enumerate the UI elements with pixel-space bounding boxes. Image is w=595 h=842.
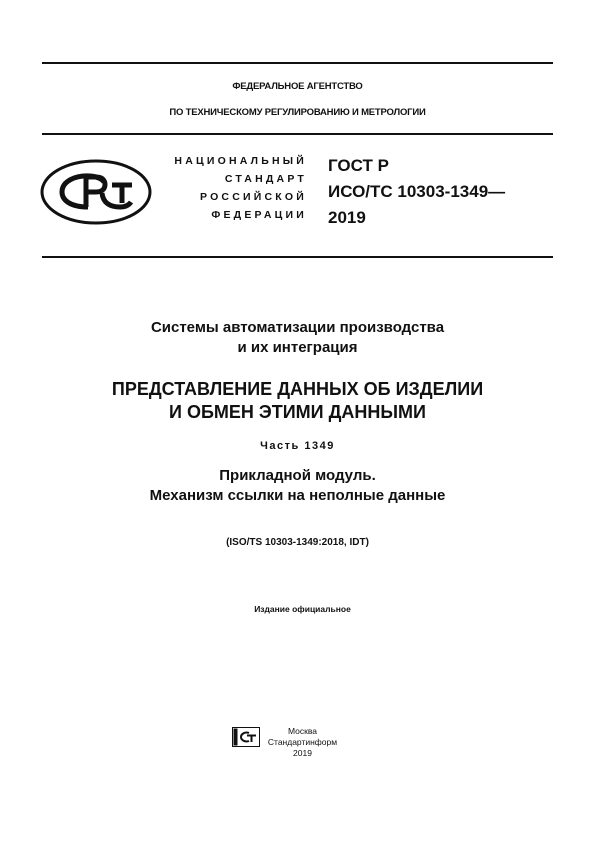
agency-line-1: ФЕДЕРАЛЬНОЕ АГЕНТСТВО xyxy=(232,81,363,92)
publisher-name: Стандартинформ xyxy=(267,737,338,747)
designation-line-3: 2019 xyxy=(328,208,366,227)
main-title-line-1: ПРЕДСТАВЛЕНИЕ ДАННЫХ ОБ ИЗДЕЛИИ xyxy=(111,379,484,399)
top-rule xyxy=(42,62,553,64)
standard-designation xyxy=(328,153,505,231)
publisher-year: 2019 xyxy=(293,748,312,758)
agency-line-2: ПО ТЕХНИЧЕСКОМУ РЕГУЛИРОВАНИЮ И МЕТРОЛОГИИ xyxy=(169,107,426,118)
series-title-line-1: Системы автоматизации производства xyxy=(150,319,445,336)
subtitle-line-1: Прикладной модуль. xyxy=(219,467,376,484)
header-rule xyxy=(42,133,553,135)
national-line-1: НАЦИОНАЛЬНЫЙ xyxy=(174,155,307,167)
publisher-city: Москва xyxy=(287,726,318,736)
designation-line-2: ИСО/ТС 10303-1349— xyxy=(328,182,506,201)
designation-line-1: ГОСТ Р xyxy=(328,156,389,175)
part-label: Часть 1349 xyxy=(260,440,335,452)
main-title-line-2: И ОБМЕН ЭТИМИ ДАННЫМИ xyxy=(169,402,426,422)
series-title-line-2: и их интеграция xyxy=(237,339,358,356)
iso-reference: (ISO/TS 10303-1349:2018, IDT) xyxy=(226,537,369,548)
national-line-2: СТАНДАРТ xyxy=(224,173,307,185)
national-line-3: РОССИЙСКОЙ xyxy=(200,191,307,203)
national-line-4: ФЕДЕРАЦИИ xyxy=(211,209,307,221)
subtitle-line-2: Механизм ссылки на неполные данные xyxy=(149,487,446,504)
standard-block-rule xyxy=(42,256,553,258)
edition-label: Издание официальное xyxy=(254,604,351,614)
national-standard-label xyxy=(157,152,307,224)
rst-certification-logo-icon xyxy=(40,159,152,230)
